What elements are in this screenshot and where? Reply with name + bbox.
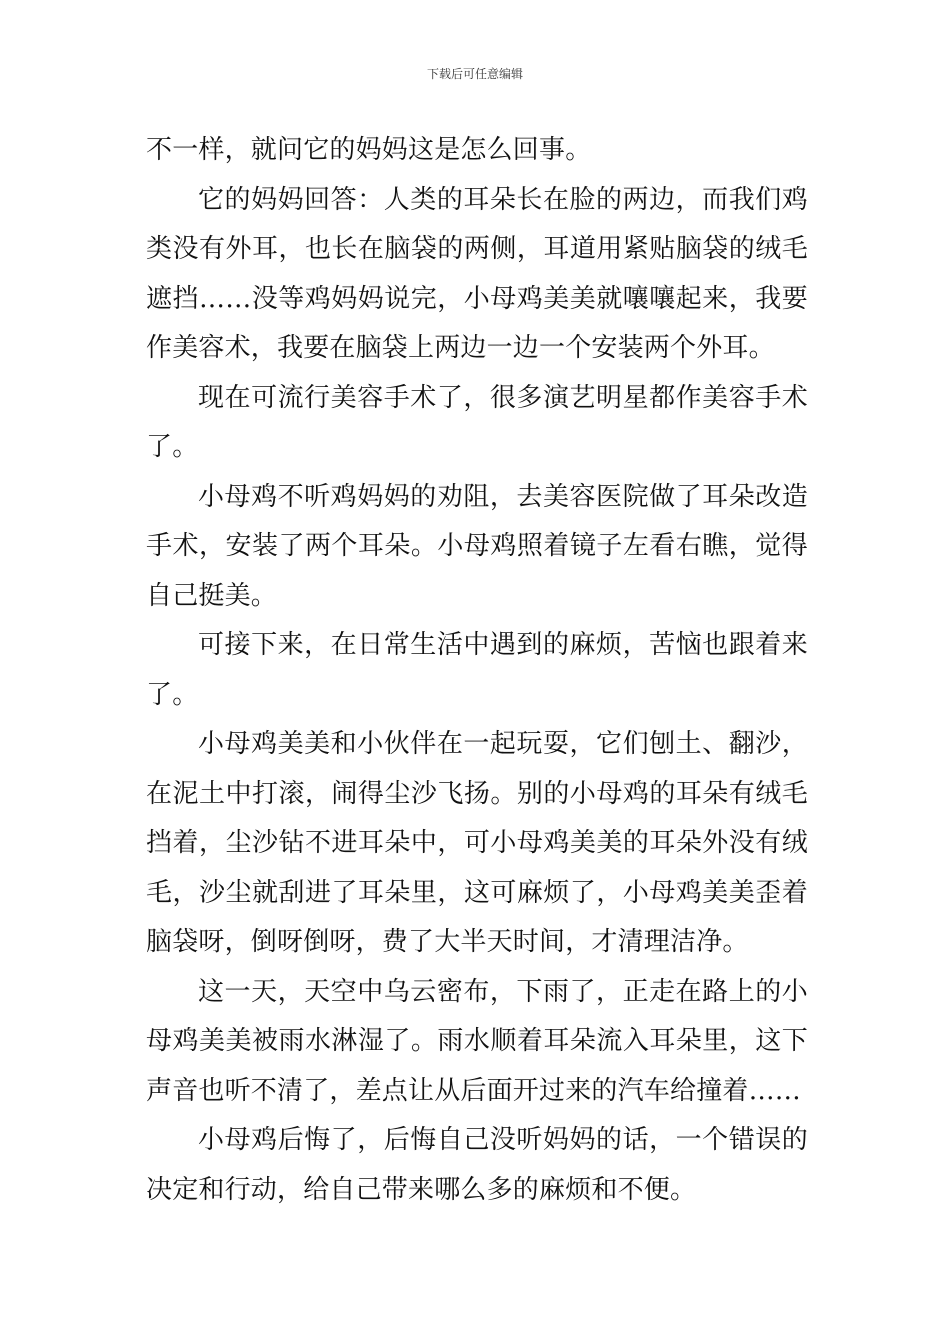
- document-body: [146, 126, 808, 1215]
- paragraph: 不一样，就问它的妈妈这是怎么回事。: [146, 135, 592, 165]
- paragraph: 现在可流行美容手术了，很多演艺明星都作美容手术了。: [146, 382, 808, 462]
- paragraph: 它的妈妈回答：人类的耳朵长在脸的两边，而我们鸡类没有外耳，也长在脑袋的两侧，耳道用紧贴脑袋的绒毛遮挡……没等鸡妈妈说完，小母鸡美美就嚷嚷起来，我要作美容术，我要在脑袋上两边一边一个安装两个外耳。: [146, 184, 808, 363]
- paragraph: 小母鸡后悔了，后悔自己没听妈妈的话，一个错误的决定和行动，给自己带来哪么多的麻烦和不便。: [146, 1125, 808, 1205]
- paragraph: 可接下来，在日常生活中遇到的麻烦，苦恼也跟着来了。: [146, 630, 808, 710]
- paragraph: 这一天，天空中乌云密布，下雨了，正走在路上的小母鸡美美被雨水淋湿了。雨水顺着耳朵流入耳朵里，这下声音也听不清了，差点让从后面开过来的汽车给撞着……: [146, 976, 808, 1106]
- page-header: 下载后可任意编辑: [426, 67, 523, 81]
- paragraph: 小母鸡美美和小伙伴在一起玩耍，它们刨土、翻沙，在泥土中打滚，闹得尘沙飞扬。别的小母鸡的耳朵有绒毛挡着，尘沙钻不进耳朵中，可小母鸡美美的耳朵外没有绒毛，沙尘就刮进了耳朵里，这可麻烦了，小母鸡美美歪着脑袋呀，倒呀倒呀，费了大半天时间，才清理洁净。: [146, 729, 808, 957]
- paragraph: 小母鸡不听鸡妈妈的劝阻，去美容医院做了耳朵改造手术，安装了两个耳朵。小母鸡照着镜子左看右瞧，觉得自己挺美。: [146, 481, 808, 611]
